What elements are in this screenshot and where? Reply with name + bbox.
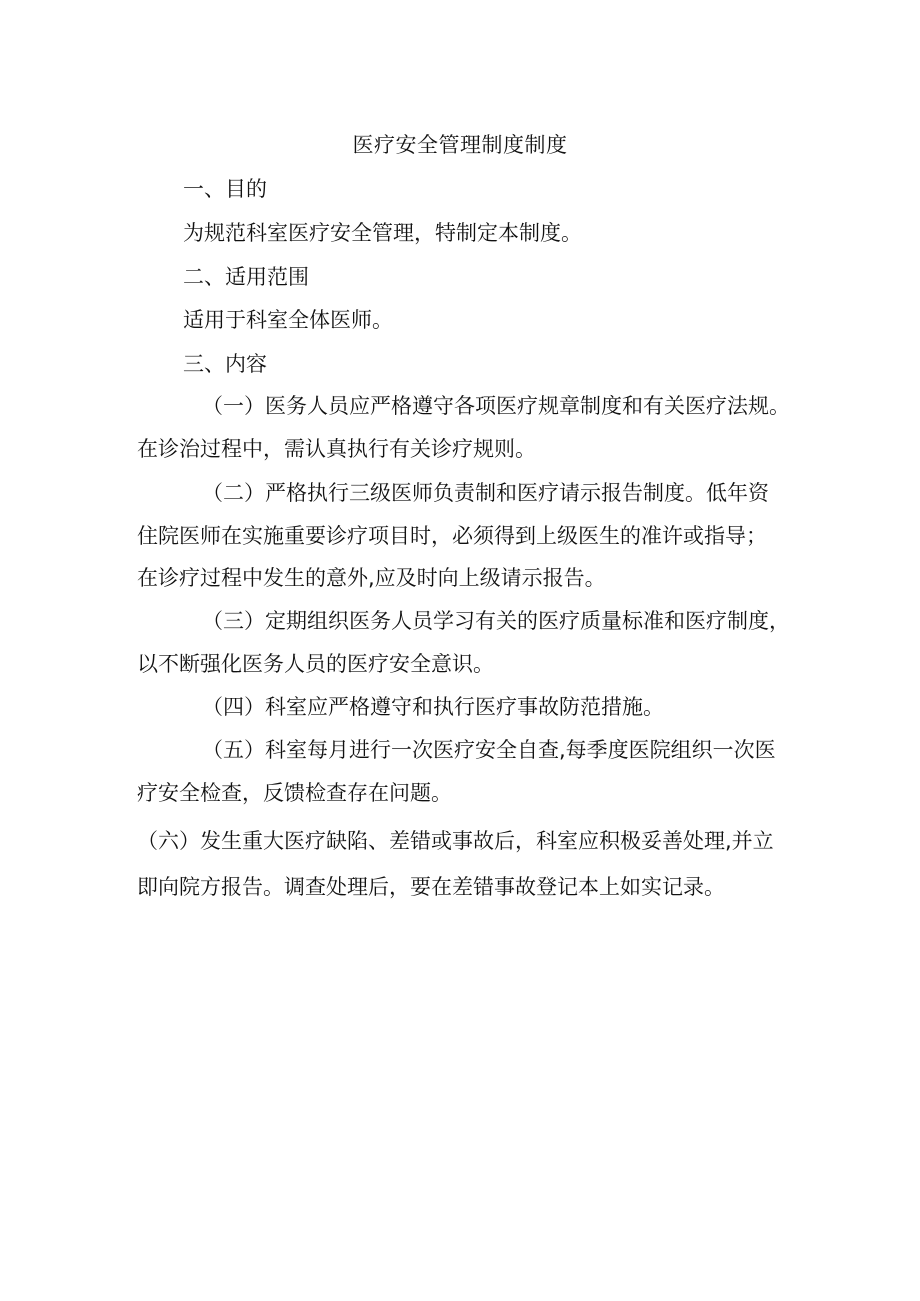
item-2-line-3: 在诊疗过程中发生的意外,应及时向上级请示报告。 xyxy=(137,566,606,590)
item-6-line-1: （六）发生重大医疗缺陷、差错或事故后，科室应积极妥善处理,并立 xyxy=(137,829,774,853)
item-3-line-2: 以不断强化医务人员的医疗安全意识。 xyxy=(137,652,494,676)
item-2-line-1: （二）严格执行三级医师负责制和医疗请示报告制度。低年资 xyxy=(202,481,769,505)
document-title: 医疗安全管理制度制度 xyxy=(352,133,568,157)
item-4-line-1: （四）科室应严格遵守和执行医疗事故防范措施。 xyxy=(202,695,664,719)
section-heading-scope: 二、适用范围 xyxy=(183,265,309,289)
item-1-line-1: （一）医务人员应严格遵守各项医疗规章制度和有关医疗法规。 xyxy=(202,394,790,418)
item-5-line-2: 疗安全检查，反馈检查存在问题。 xyxy=(137,781,452,805)
item-2-line-2: 住院医师在实施重要诊疗项目时，必须得到上级医生的准许或指导； xyxy=(137,524,767,548)
item-3-line-1: （三）定期组织医务人员学习有关的医疗质量标准和医疗制度， xyxy=(202,609,790,633)
section-heading-purpose: 一、目的 xyxy=(183,177,267,201)
section-body-purpose: 为规范科室医疗安全管理，特制定本制度。 xyxy=(183,221,582,245)
section-body-scope: 适用于科室全体医师。 xyxy=(183,308,393,332)
section-heading-content: 三、内容 xyxy=(183,352,267,376)
item-6-line-2: 即向院方报告。调查处理后，要在差错事故登记本上如实记录。 xyxy=(137,875,725,899)
item-1-line-2: 在诊治过程中，需认真执行有关诊疗规则。 xyxy=(137,437,536,461)
item-5-line-1: （五）科室每月进行一次医疗安全自查,每季度医院组织一次医 xyxy=(202,738,776,762)
